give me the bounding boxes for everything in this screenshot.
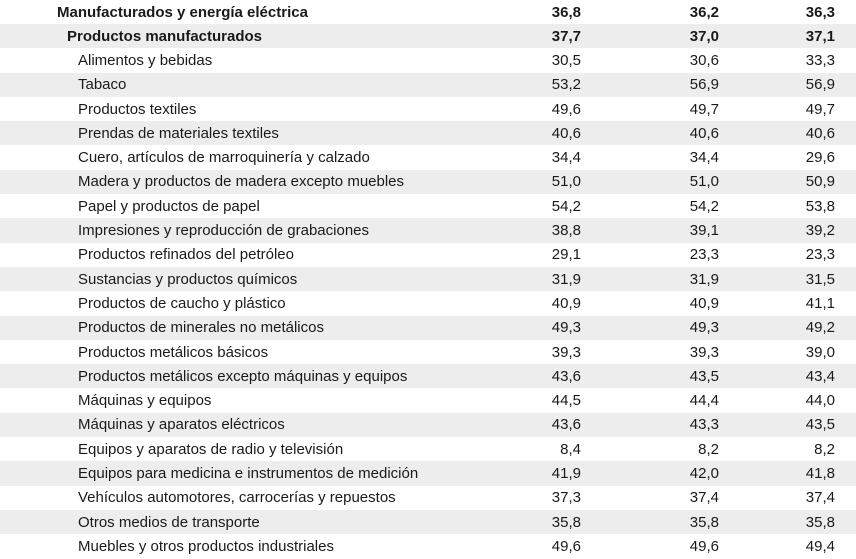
table-row <box>0 73 856 97</box>
table-row <box>0 316 856 340</box>
table-row <box>0 194 856 218</box>
row-label: Productos metálicos básicos <box>78 343 269 361</box>
value-cell-v2: 31,9 <box>689 270 719 288</box>
value-cell-v3: 53,8 <box>805 197 835 215</box>
value-cell-v2: 35,8 <box>689 513 719 531</box>
value-cell-v2: 43,5 <box>689 367 719 385</box>
row-label: Productos de caucho y plástico <box>78 294 286 312</box>
value-cell-v2: 23,3 <box>689 246 719 264</box>
value-cell-v3: 41,8 <box>805 464 835 482</box>
value-cell-v3: 39,0 <box>805 343 835 361</box>
value-cell-v1: 40,9 <box>551 294 581 312</box>
row-label: Alimentos y bebidas <box>78 51 213 69</box>
value-cell-v3: 37,1 <box>805 27 835 45</box>
row-label: Tabaco <box>78 76 127 94</box>
row-label: Productos textiles <box>78 100 197 118</box>
table-row <box>0 24 856 48</box>
value-cell-v2: 40,6 <box>689 124 719 142</box>
value-cell-v1: 49,3 <box>551 319 581 337</box>
value-cell-v1: 49,6 <box>551 100 581 118</box>
table-row <box>0 267 856 291</box>
value-cell-v3: 39,2 <box>805 222 835 240</box>
table-row <box>0 97 856 121</box>
value-cell-v2: 54,2 <box>689 197 719 215</box>
value-cell-v2: 43,3 <box>689 416 719 434</box>
value-cell-v3: 43,5 <box>805 416 835 434</box>
row-label: Productos manufacturados <box>67 27 263 45</box>
value-cell-v1: 53,2 <box>551 76 581 94</box>
value-cell-v2: 37,4 <box>689 489 719 507</box>
table-row <box>0 145 856 169</box>
value-cell-v3: 8,2 <box>814 440 835 458</box>
value-cell-v1: 54,2 <box>551 197 581 215</box>
value-cell-v3: 41,1 <box>805 294 835 312</box>
row-label: Productos de minerales no metálicos <box>78 319 324 337</box>
value-cell-v2: 40,9 <box>689 294 719 312</box>
row-label: Productos metálicos excepto máquinas y equipos <box>78 367 408 385</box>
value-cell-v1: 34,4 <box>551 149 581 167</box>
value-cell-v2: 30,6 <box>689 51 719 69</box>
table-row <box>0 291 856 315</box>
value-cell-v1: 38,8 <box>551 222 581 240</box>
value-cell-v3: 29,6 <box>805 149 835 167</box>
table-row <box>0 121 856 145</box>
row-label: Otros medios de transporte <box>78 513 260 531</box>
row-label: Productos refinados del petróleo <box>78 246 294 264</box>
value-cell-v3: 44,0 <box>805 392 835 410</box>
value-cell-v3: 50,9 <box>805 173 835 191</box>
value-cell-v1: 41,9 <box>551 464 581 482</box>
table-row <box>0 340 856 364</box>
value-cell-v2: 8,2 <box>698 440 719 458</box>
value-cell-v3: 35,8 <box>805 513 835 531</box>
table-row <box>0 364 856 388</box>
value-cell-v3: 49,4 <box>805 537 835 555</box>
value-cell-v3: 49,7 <box>805 100 835 118</box>
value-cell-v1: 40,6 <box>551 124 581 142</box>
value-cell-v2: 49,6 <box>689 537 719 555</box>
value-cell-v1: 30,5 <box>551 51 581 69</box>
value-cell-v1: 49,6 <box>551 537 581 555</box>
value-cell-v1: 43,6 <box>551 416 581 434</box>
value-cell-v2: 36,2 <box>689 3 719 21</box>
value-cell-v3: 23,3 <box>805 246 835 264</box>
value-cell-v1: 44,5 <box>551 392 581 410</box>
row-label: Muebles y otros productos industriales <box>78 537 334 555</box>
value-cell-v3: 31,5 <box>805 270 835 288</box>
table-row <box>0 510 856 534</box>
value-cell-v3: 37,4 <box>805 489 835 507</box>
value-cell-v2: 44,4 <box>689 392 719 410</box>
value-cell-v1: 51,0 <box>551 173 581 191</box>
table-row <box>0 437 856 461</box>
row-label: Vehículos automotores, carrocerías y repuestos <box>78 489 396 507</box>
value-cell-v3: 43,4 <box>805 367 835 385</box>
table-row <box>0 48 856 72</box>
row-label: Prendas de materiales textiles <box>78 124 279 142</box>
row-label: Papel y productos de papel <box>78 197 260 215</box>
value-cell-v2: 51,0 <box>689 173 719 191</box>
value-cell-v1: 8,4 <box>560 440 581 458</box>
table-row <box>0 170 856 194</box>
value-cell-v1: 36,8 <box>551 3 581 21</box>
table-row <box>0 218 856 242</box>
value-cell-v1: 35,8 <box>551 513 581 531</box>
value-cell-v3: 49,2 <box>805 319 835 337</box>
table-row <box>0 461 856 485</box>
value-cell-v2: 37,0 <box>689 27 719 45</box>
row-label: Máquinas y aparatos eléctricos <box>78 416 285 434</box>
value-cell-v1: 29,1 <box>551 246 581 264</box>
table-row <box>0 243 856 267</box>
row-label: Máquinas y equipos <box>78 392 212 410</box>
value-cell-v2: 39,1 <box>689 222 719 240</box>
value-cell-v2: 56,9 <box>689 76 719 94</box>
table-row <box>0 486 856 510</box>
table-row <box>0 0 856 24</box>
row-label: Equipos y aparatos de radio y televisión <box>78 440 344 458</box>
value-cell-v3: 33,3 <box>805 51 835 69</box>
value-cell-v2: 42,0 <box>689 464 719 482</box>
value-cell-v2: 49,7 <box>689 100 719 118</box>
row-label: Sustancias y productos químicos <box>78 270 298 288</box>
value-cell-v3: 36,3 <box>805 3 835 21</box>
value-cell-v3: 56,9 <box>805 76 835 94</box>
row-label: Manufacturados y energía eléctrica <box>57 3 308 21</box>
table-row <box>0 534 856 558</box>
value-cell-v2: 49,3 <box>689 319 719 337</box>
value-cell-v1: 43,6 <box>551 367 581 385</box>
value-cell-v2: 39,3 <box>689 343 719 361</box>
row-label: Cuero, artículos de marroquinería y calzado <box>78 149 370 167</box>
value-cell-v3: 40,6 <box>805 124 835 142</box>
table-row <box>0 413 856 437</box>
row-label: Impresiones y reproducción de grabaciones <box>78 222 369 240</box>
value-cell-v1: 37,3 <box>551 489 581 507</box>
value-cell-v1: 39,3 <box>551 343 581 361</box>
value-cell-v1: 31,9 <box>551 270 581 288</box>
row-label: Equipos para medicina e instrumentos de medición <box>78 464 419 482</box>
table-row <box>0 388 856 412</box>
row-label: Madera y productos de madera excepto muebles <box>78 173 405 191</box>
value-cell-v2: 34,4 <box>689 149 719 167</box>
value-cell-v1: 37,7 <box>551 27 581 45</box>
